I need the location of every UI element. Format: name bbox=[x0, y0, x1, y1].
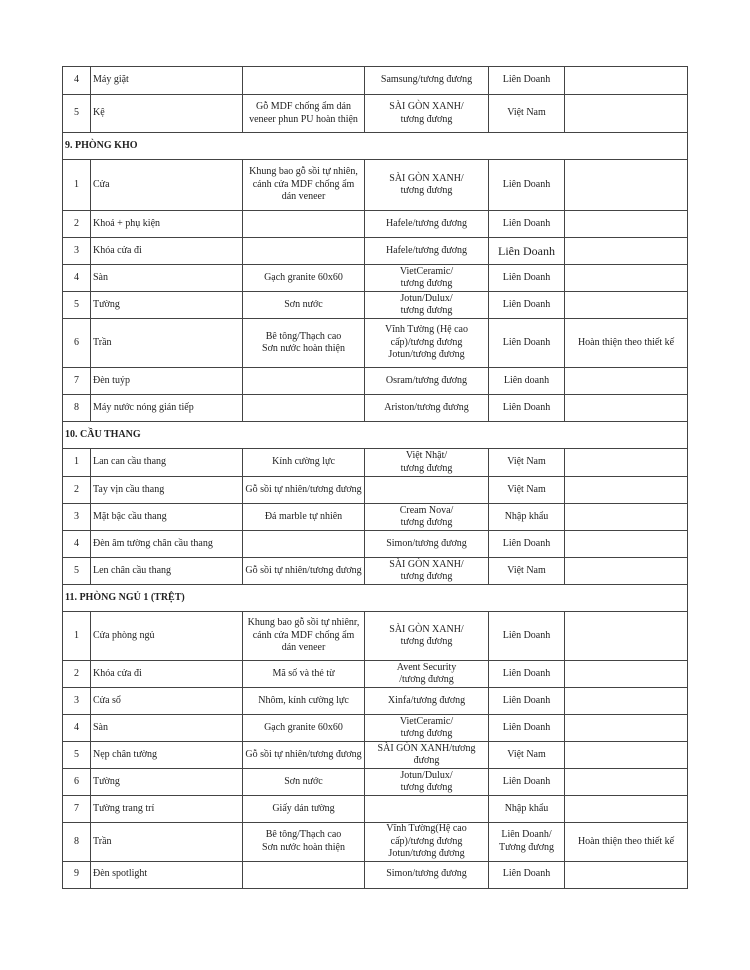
section-title: 11. PHÒNG NGỦ 1 (TRỆT) bbox=[63, 585, 688, 612]
table-row bbox=[63, 796, 688, 823]
item-name: Đèn spotlight bbox=[91, 861, 243, 888]
item-number: 2 bbox=[63, 211, 91, 238]
item-number: 2 bbox=[63, 661, 91, 688]
table-row bbox=[63, 319, 688, 368]
specification-table-body bbox=[63, 67, 688, 889]
item-origin: Liên Doanh bbox=[489, 395, 565, 422]
item-origin: Việt Nam bbox=[489, 95, 565, 133]
table-row bbox=[63, 95, 688, 133]
item-name: Sàn bbox=[91, 265, 243, 292]
item-name: Kệ bbox=[91, 95, 243, 133]
item-note bbox=[565, 504, 688, 531]
item-note: Hoàn thiện theo thiết kế bbox=[565, 823, 688, 862]
item-material: Gỗ sồi tự nhiên/tương đương bbox=[243, 742, 365, 769]
item-material: Gỗ MDF chống ẩm dán veneer phun PU hoàn thiện bbox=[243, 95, 365, 133]
item-material: Khung bao gỗ sồi tự nhiên, cánh cửa MDF chống ẩm dán veneer bbox=[243, 160, 365, 211]
item-material: Gỗ sồi tự nhiên/tương đương bbox=[243, 477, 365, 504]
table-row bbox=[63, 504, 688, 531]
item-name: Sàn bbox=[91, 715, 243, 742]
item-name: Khoá + phụ kiện bbox=[91, 211, 243, 238]
item-material: Mã số và thẻ từ bbox=[243, 661, 365, 688]
table-row bbox=[63, 449, 688, 477]
item-note bbox=[565, 449, 688, 477]
table-row bbox=[63, 531, 688, 558]
table-row bbox=[63, 160, 688, 211]
item-note bbox=[565, 715, 688, 742]
item-brand: VietCeramic/ tương đương bbox=[365, 715, 489, 742]
item-origin: Nhập khẩu bbox=[489, 504, 565, 531]
item-note bbox=[565, 661, 688, 688]
item-brand: Hafele/tương đương bbox=[365, 238, 489, 265]
table-row bbox=[63, 395, 688, 422]
item-note bbox=[565, 238, 688, 265]
item-origin: Việt Nam bbox=[489, 742, 565, 769]
item-note bbox=[565, 688, 688, 715]
item-number: 5 bbox=[63, 558, 91, 585]
item-number: 6 bbox=[63, 769, 91, 796]
item-number: 8 bbox=[63, 823, 91, 862]
item-name: Đèn âm tường chân cầu thang bbox=[91, 531, 243, 558]
item-note bbox=[565, 67, 688, 95]
item-material: Bê tông/Thạch cao Sơn nước hoàn thiện bbox=[243, 823, 365, 862]
item-material bbox=[243, 211, 365, 238]
item-origin: Nhập khẩu bbox=[489, 796, 565, 823]
item-origin: Việt Nam bbox=[489, 477, 565, 504]
table-row bbox=[63, 715, 688, 742]
item-origin: Liên Doanh bbox=[489, 612, 565, 661]
item-origin: Liên doanh bbox=[489, 368, 565, 395]
item-note bbox=[565, 558, 688, 585]
section-title: 10. CẦU THANG bbox=[63, 422, 688, 449]
item-material: Gạch granite 60x60 bbox=[243, 265, 365, 292]
table-row bbox=[63, 265, 688, 292]
item-brand: SÀI GÒN XANH/ tương đương bbox=[365, 558, 489, 585]
item-number: 3 bbox=[63, 504, 91, 531]
item-note bbox=[565, 292, 688, 319]
table-row bbox=[63, 292, 688, 319]
table-row bbox=[63, 688, 688, 715]
item-number: 6 bbox=[63, 319, 91, 368]
item-origin: Liên Doanh bbox=[489, 769, 565, 796]
item-name: Nẹp chân tường bbox=[91, 742, 243, 769]
item-note bbox=[565, 160, 688, 211]
item-origin: Liên Doanh bbox=[489, 292, 565, 319]
item-origin: Liên Doanh bbox=[489, 160, 565, 211]
item-origin: Liên Doanh bbox=[489, 688, 565, 715]
item-note bbox=[565, 368, 688, 395]
item-note bbox=[565, 211, 688, 238]
table-row bbox=[63, 612, 688, 661]
item-number: 4 bbox=[63, 265, 91, 292]
item-material bbox=[243, 861, 365, 888]
item-origin: Liên Doanh bbox=[489, 661, 565, 688]
item-material bbox=[243, 67, 365, 95]
item-name: Tường bbox=[91, 292, 243, 319]
item-note bbox=[565, 612, 688, 661]
item-origin: Liên Doanh bbox=[489, 531, 565, 558]
item-brand: VietCeramic/ tương đương bbox=[365, 265, 489, 292]
item-brand: SÀI GÒN XANH/ tương đương bbox=[365, 95, 489, 133]
item-origin: Việt Nam bbox=[489, 558, 565, 585]
table-row bbox=[63, 211, 688, 238]
item-number: 7 bbox=[63, 368, 91, 395]
item-brand: SÀI GÒN XANH/tương đương bbox=[365, 742, 489, 769]
item-origin: Liên Doanh bbox=[489, 238, 565, 265]
table-row bbox=[63, 477, 688, 504]
item-material: Gỗ sồi tự nhiên/tương đương bbox=[243, 558, 365, 585]
item-material: Kính cường lực bbox=[243, 449, 365, 477]
item-material: Sơn nước bbox=[243, 292, 365, 319]
item-material: Khung bao gỗ sồi tự nhiênr, cánh cửa MDF chống ẩm dán veneer bbox=[243, 612, 365, 661]
item-note bbox=[565, 477, 688, 504]
item-brand: Hafele/tương đương bbox=[365, 211, 489, 238]
item-material: Đá marble tự nhiên bbox=[243, 504, 365, 531]
item-brand: Simon/tương đương bbox=[365, 531, 489, 558]
item-origin: Liên Doanh bbox=[489, 319, 565, 368]
item-number: 1 bbox=[63, 449, 91, 477]
item-brand: Simon/tương đương bbox=[365, 861, 489, 888]
item-name: Khóa cửa đi bbox=[91, 238, 243, 265]
item-name: Mặt bậc cầu thang bbox=[91, 504, 243, 531]
item-brand: Việt Nhật/ tương đương bbox=[365, 449, 489, 477]
item-brand: Xinfa/tương đương bbox=[365, 688, 489, 715]
item-number: 7 bbox=[63, 796, 91, 823]
item-origin: Liên Doanh bbox=[489, 715, 565, 742]
table-row bbox=[63, 823, 688, 862]
item-number: 1 bbox=[63, 160, 91, 211]
item-material: Bê tông/Thạch cao Sơn nước hoàn thiện bbox=[243, 319, 365, 368]
item-material: Giấy dán tường bbox=[243, 796, 365, 823]
table-row bbox=[63, 67, 688, 95]
item-number: 3 bbox=[63, 688, 91, 715]
item-brand: Cream Nova/ tương đương bbox=[365, 504, 489, 531]
item-number: 5 bbox=[63, 742, 91, 769]
item-note bbox=[565, 265, 688, 292]
item-number: 5 bbox=[63, 95, 91, 133]
item-brand: Jotun/Dulux/ tương đương bbox=[365, 292, 489, 319]
section-title: 9. PHÒNG KHO bbox=[63, 133, 688, 160]
table-row bbox=[63, 368, 688, 395]
item-material bbox=[243, 531, 365, 558]
item-name: Máy nước nóng gián tiếp bbox=[91, 395, 243, 422]
item-number: 4 bbox=[63, 531, 91, 558]
item-name: Tường bbox=[91, 769, 243, 796]
item-name: Đèn tuýp bbox=[91, 368, 243, 395]
table-row bbox=[63, 861, 688, 888]
item-note bbox=[565, 531, 688, 558]
item-number: 4 bbox=[63, 715, 91, 742]
item-origin: Liên Doanh bbox=[489, 211, 565, 238]
item-name: Tay vịn cầu thang bbox=[91, 477, 243, 504]
item-origin: Liên Doanh bbox=[489, 67, 565, 95]
item-name: Cửa phòng ngủ bbox=[91, 612, 243, 661]
item-brand bbox=[365, 477, 489, 504]
item-number: 1 bbox=[63, 612, 91, 661]
item-brand: Avent Security /tương đương bbox=[365, 661, 489, 688]
specification-table bbox=[62, 66, 688, 889]
item-material: Sơn nước bbox=[243, 769, 365, 796]
item-material bbox=[243, 395, 365, 422]
item-name: Trần bbox=[91, 319, 243, 368]
item-name: Lan can cầu thang bbox=[91, 449, 243, 477]
item-material: Gạch granite 60x60 bbox=[243, 715, 365, 742]
item-brand: Samsung/tương đương bbox=[365, 67, 489, 95]
table-row bbox=[63, 661, 688, 688]
item-origin: Liên Doanh bbox=[489, 265, 565, 292]
item-note bbox=[565, 861, 688, 888]
item-note bbox=[565, 395, 688, 422]
item-number: 4 bbox=[63, 67, 91, 95]
item-material bbox=[243, 238, 365, 265]
item-number: 2 bbox=[63, 477, 91, 504]
item-material bbox=[243, 368, 365, 395]
item-note bbox=[565, 796, 688, 823]
item-brand: SÀI GÒN XANH/ tương đương bbox=[365, 612, 489, 661]
item-origin: Liên Doanh/ Tương đương bbox=[489, 823, 565, 862]
table-row bbox=[63, 558, 688, 585]
item-note bbox=[565, 95, 688, 133]
item-brand: Osram/tương đương bbox=[365, 368, 489, 395]
item-number: 9 bbox=[63, 861, 91, 888]
item-name: Máy giặt bbox=[91, 67, 243, 95]
item-brand: Vĩnh Tường(Hệ cao cấp)/tương đương Jotun/tương đương bbox=[365, 823, 489, 862]
item-number: 3 bbox=[63, 238, 91, 265]
item-name: Tường trang trí bbox=[91, 796, 243, 823]
item-number: 8 bbox=[63, 395, 91, 422]
item-brand: Vĩnh Tường (Hệ cao cấp)/tương đương Jotun/tương đương bbox=[365, 319, 489, 368]
table-row bbox=[63, 769, 688, 796]
item-brand: Jotun/Dulux/ tương đương bbox=[365, 769, 489, 796]
item-brand: Ariston/tương đương bbox=[365, 395, 489, 422]
item-name: Cửa bbox=[91, 160, 243, 211]
item-name: Trần bbox=[91, 823, 243, 862]
item-material: Nhôm, kính cường lực bbox=[243, 688, 365, 715]
item-note bbox=[565, 769, 688, 796]
section-header-row bbox=[63, 133, 688, 160]
item-origin: Việt Nam bbox=[489, 449, 565, 477]
table-row bbox=[63, 742, 688, 769]
section-header-row bbox=[63, 422, 688, 449]
item-name: Cửa sổ bbox=[91, 688, 243, 715]
item-origin: Liên Doanh bbox=[489, 861, 565, 888]
table-row bbox=[63, 238, 688, 265]
item-brand bbox=[365, 796, 489, 823]
item-note: Hoàn thiện theo thiết kế bbox=[565, 319, 688, 368]
item-name: Len chân cầu thang bbox=[91, 558, 243, 585]
item-number: 5 bbox=[63, 292, 91, 319]
item-brand: SÀI GÒN XANH/ tương đương bbox=[365, 160, 489, 211]
item-note bbox=[565, 742, 688, 769]
section-header-row bbox=[63, 585, 688, 612]
item-name: Khóa cửa đi bbox=[91, 661, 243, 688]
